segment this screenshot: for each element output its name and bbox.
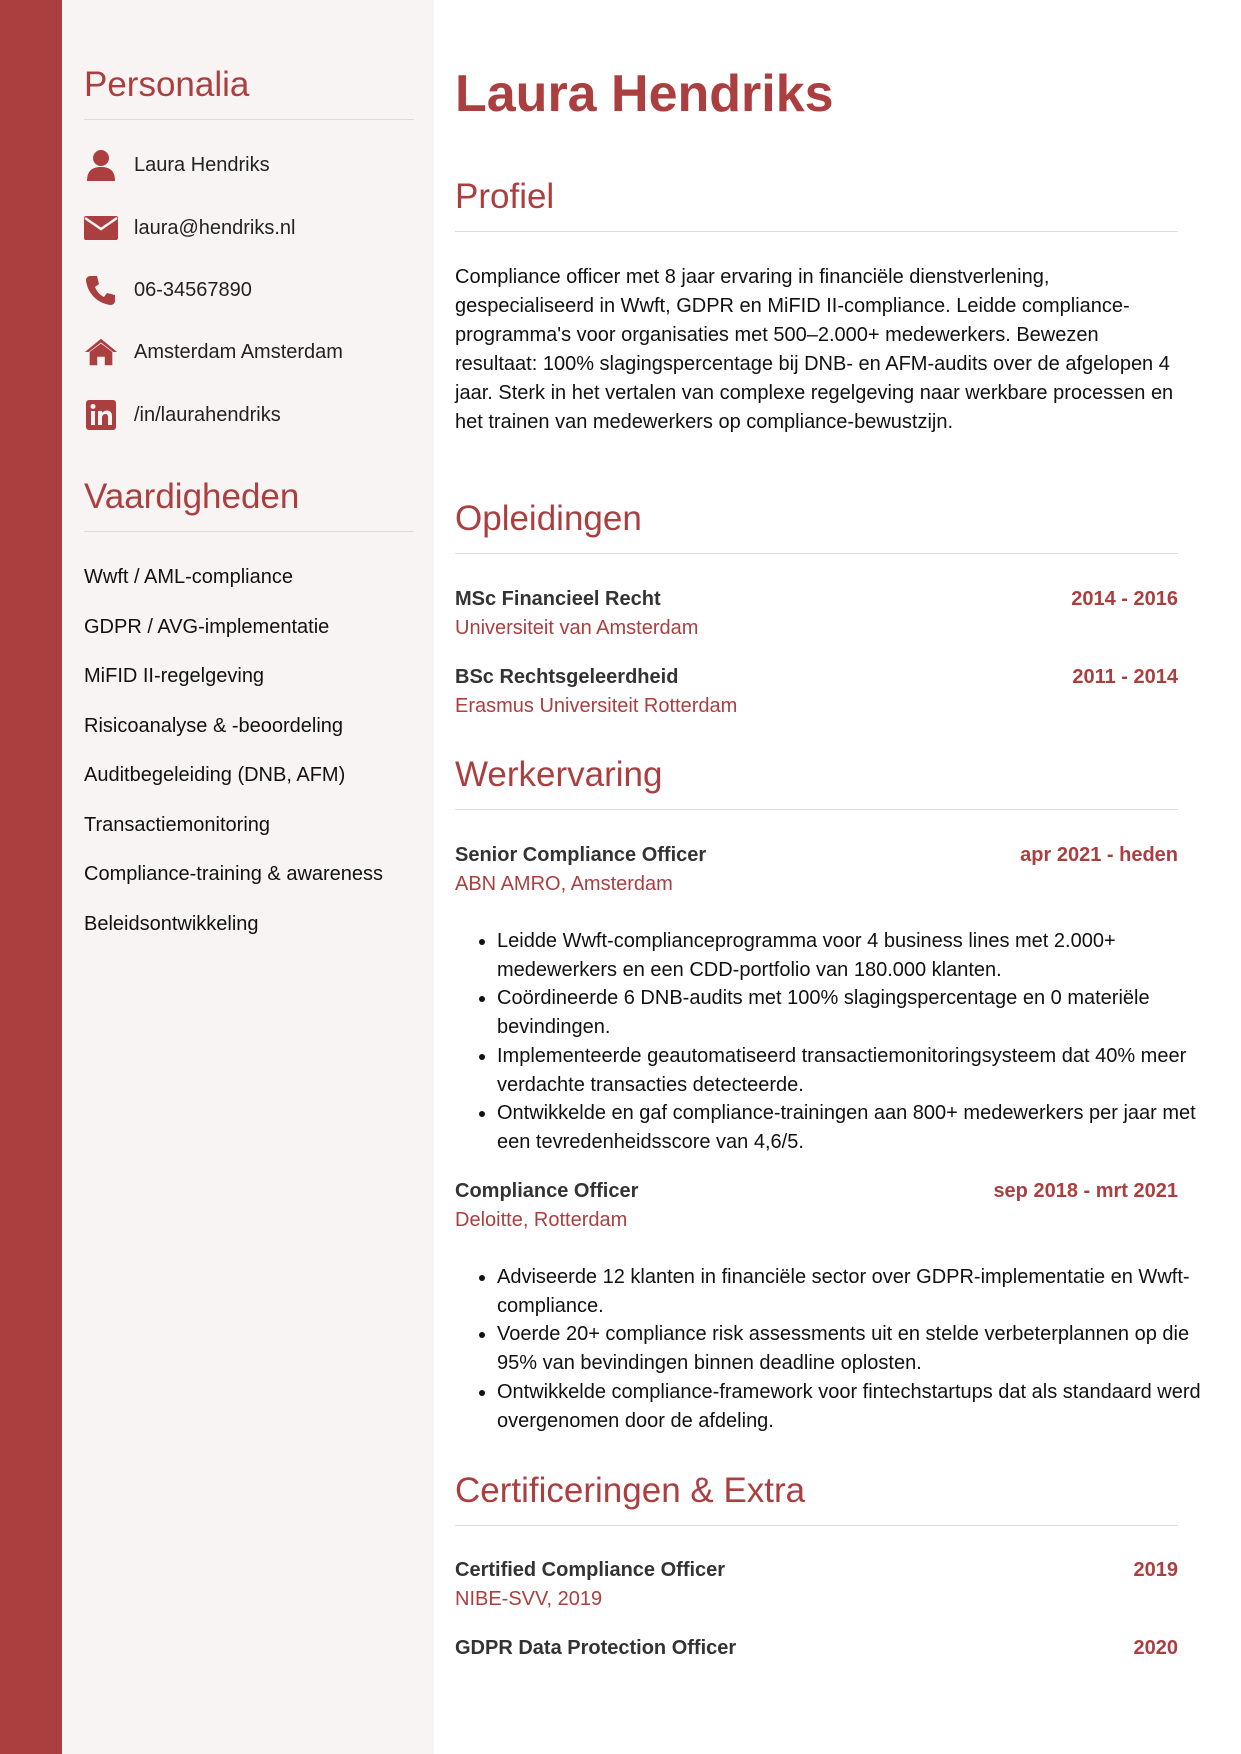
envelope-icon (84, 211, 118, 245)
contact-location-text: Amsterdam Amsterdam (134, 340, 343, 363)
job-bullets (455, 927, 1220, 1157)
cert-date: 2019 (1133, 1559, 1178, 1581)
education-date: 2011 - 2014 (1072, 666, 1178, 688)
job-date: sep 2018 - mrt 2021 (993, 1180, 1178, 1202)
contact-email-text[interactable]: laura@hendriks.nl (134, 216, 296, 239)
education-heading: Opleidingen (455, 500, 1178, 554)
skills-heading: Vaardigheden (84, 478, 414, 532)
cert-issuer: NIBE-SVV, 2019 (455, 1588, 603, 1610)
education-entry (455, 588, 1178, 640)
cert-entry (455, 1559, 1178, 1611)
contact-linkedin-text[interactable]: /in/laurahendriks (134, 403, 281, 426)
cert-title: Certified Compliance Officer (455, 1559, 726, 1581)
cert-title: GDPR Data Protection Officer (455, 1637, 737, 1659)
user-icon (84, 148, 118, 182)
cert-heading: Certificeringen & Extra (455, 1472, 1178, 1526)
job-bullet: • Voerde 20+ compliance risk assessments uit en stelde verbeterplannen op die 95% van bevindingen binnen deadline oplosten. (497, 1320, 1220, 1377)
skill-item: Compliance-training & awareness (84, 863, 384, 885)
skill-item: Risicoanalyse & -beoordeling (84, 715, 344, 737)
skill-item: Transactiemonitoring (84, 814, 271, 836)
education-institution: Erasmus Universiteit Rotterdam (455, 695, 738, 717)
contact-name (84, 147, 270, 183)
profile-heading: Profiel (455, 178, 1178, 232)
education-title: BSc Rechtsgeleerdheid (455, 666, 679, 688)
cert-date: 2020 (1133, 1637, 1178, 1659)
education-title: MSc Financieel Recht (455, 588, 661, 610)
profile-text: Compliance officer met 8 jaar ervaring in financiële dienstverlening, gespecialiseerd in Wwft, GDPR en MiFID II-compliance. Leidde compliance-programma's voor organisaties met 500–2.000+ medewerkers. Bewezen resultaat: 100% slagingspercentage bij DNB- en AFM-audits over de afgelopen 4 jaar. Sterk in het vertalen van complexe regelgeving naar werkbare processen en het trainen van medewerkers op compliance-bewustzijn. (455, 266, 1174, 433)
skill-item: Beleidsontwikkeling (84, 913, 259, 935)
job-employer: Deloitte, Rotterdam (455, 1209, 628, 1231)
education-entry (455, 666, 1178, 718)
linkedin-icon (84, 398, 118, 432)
job-bullet: • Implementeerde geautomatiseerd transactiemonitoringsysteem dat 40% meer verdachte transacties detecteerde. (497, 1042, 1220, 1099)
job-bullet: • Ontwikkelde en gaf compliance-trainingen aan 800+ medewerkers per jaar met een tevredenheidsscore van 4,6/5. (497, 1099, 1220, 1156)
skill-item: MiFID II-regelgeving (84, 665, 265, 687)
job-title: Senior Compliance Officer (455, 844, 707, 866)
work-entry (455, 844, 1178, 896)
cert-entry (455, 1637, 1178, 1660)
work-heading: Werkervaring (455, 756, 1178, 810)
skill-item: GDPR / AVG-implementatie (84, 616, 330, 638)
job-bullet: • Adviseerde 12 klanten in financiële sector over GDPR-implementatie en Wwft-compliance. (497, 1263, 1220, 1320)
skill-item: Wwft / AML-compliance (84, 566, 293, 588)
contact-phone-text[interactable]: 06-34567890 (134, 278, 252, 301)
contact-name-text: Laura Hendriks (134, 153, 270, 176)
job-title: Compliance Officer (455, 1180, 639, 1202)
education-date: 2014 - 2016 (1071, 588, 1178, 610)
contact-email[interactable] (84, 210, 296, 246)
contact-phone[interactable] (84, 272, 252, 308)
skill-item: Auditbegeleiding (DNB, AFM) (84, 764, 346, 786)
job-date: apr 2021 - heden (1020, 844, 1178, 866)
job-bullet: • Leidde Wwft-complianceprogramma voor 4 business lines met 2.000+ medewerkers en een CDD-portfolio van 180.000 klanten. (497, 927, 1220, 984)
candidate-name: Laura Hendriks (455, 65, 834, 123)
job-bullet: • Coördineerde 6 DNB-audits met 100% slagingspercentage en 0 materiële bevindingen. (497, 984, 1220, 1041)
contact-location (84, 334, 343, 370)
personalia-heading: Personalia (84, 66, 414, 120)
work-entry (455, 1180, 1178, 1232)
job-employer: ABN AMRO, Amsterdam (455, 873, 673, 895)
phone-icon (84, 273, 118, 307)
contact-linkedin[interactable] (84, 397, 281, 433)
education-institution: Universiteit van Amsterdam (455, 617, 699, 639)
job-bullets (455, 1263, 1220, 1435)
accent-stripe (0, 0, 62, 1754)
job-bullet: • Ontwikkelde compliance-framework voor fintechstartups dat als standaard werd overgenomen door de afdeling. (497, 1378, 1220, 1435)
home-icon (84, 335, 118, 369)
